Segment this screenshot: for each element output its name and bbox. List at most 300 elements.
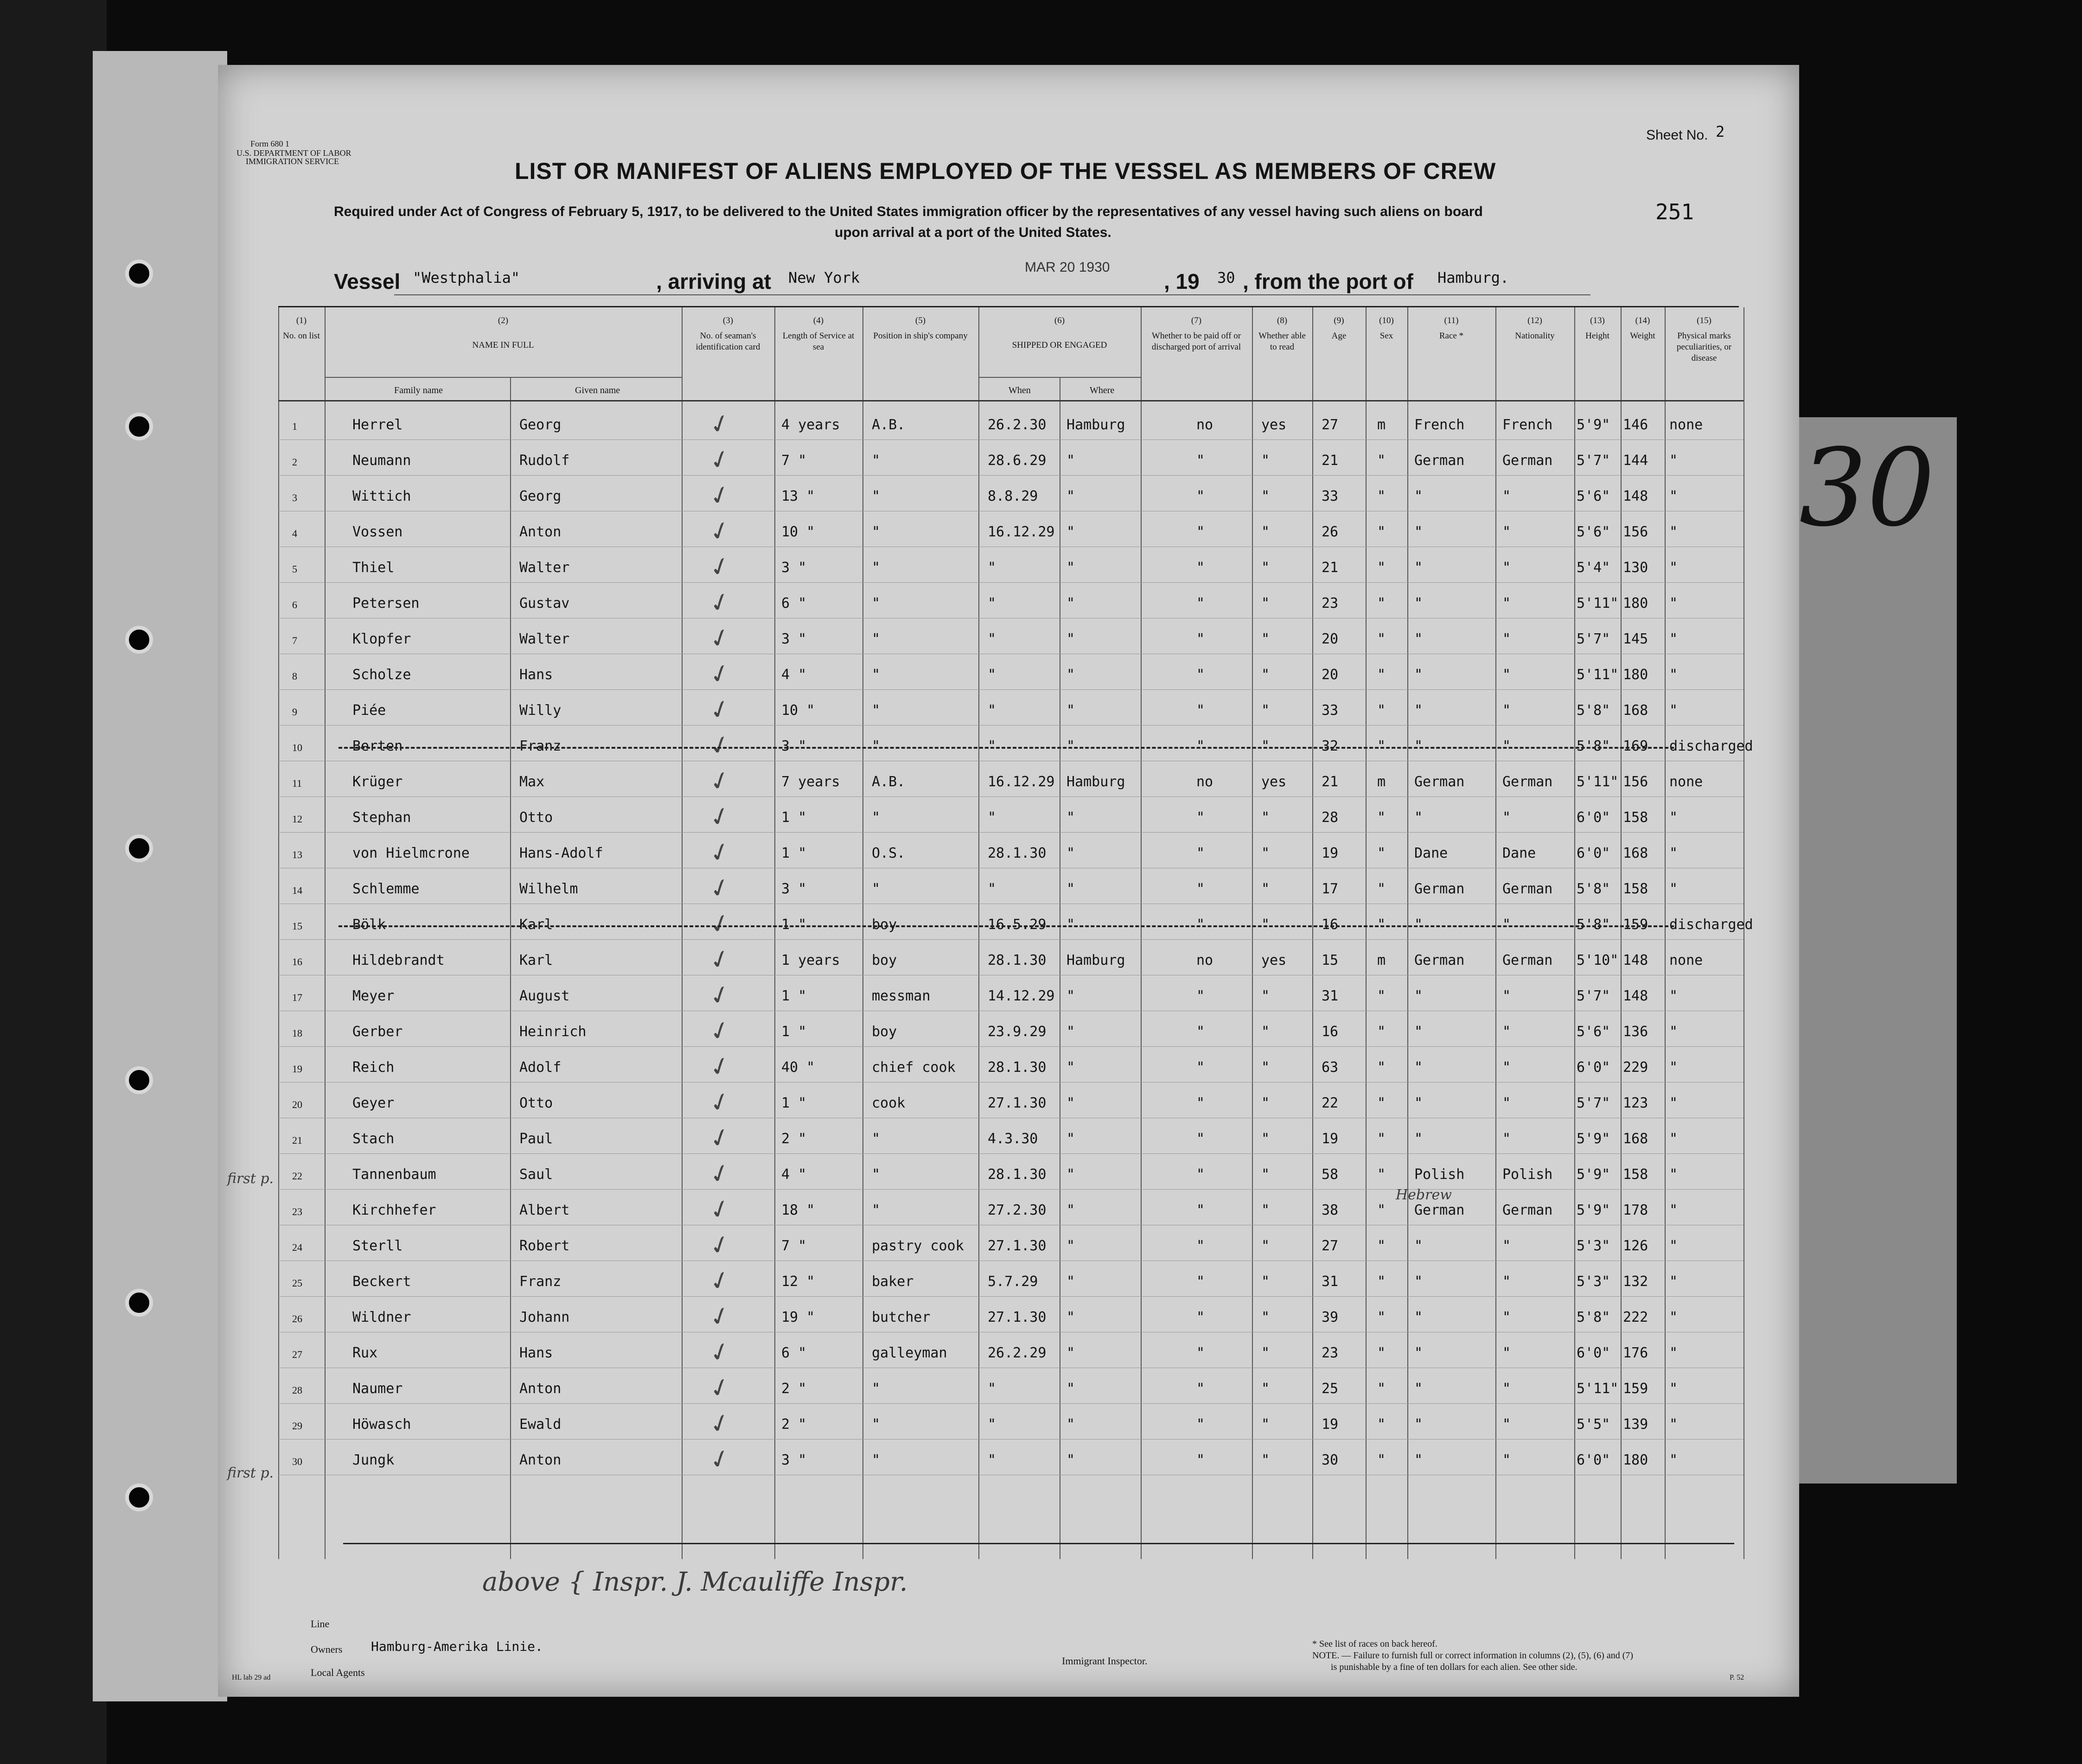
cell-given: Hans-Adolf (519, 845, 603, 861)
column-header: Race * (1439, 331, 1464, 341)
cell-family: Meyer (352, 988, 395, 1004)
check-mark: ✓ (705, 1013, 734, 1048)
cell-when: " (988, 809, 996, 826)
cell-nationality: " (1502, 1416, 1511, 1433)
cell-height: 5'7" (1577, 1095, 1610, 1111)
cell-sex: " (1377, 1416, 1386, 1433)
cell-race: " (1414, 1274, 1423, 1290)
cell-race: " (1414, 1345, 1423, 1361)
check-mark: ✓ (705, 692, 734, 727)
cell-where: " (1067, 917, 1075, 933)
cell-paid: " (1196, 631, 1205, 647)
cell-paid: " (1196, 988, 1205, 1004)
cell-where: " (1067, 809, 1075, 826)
cell-age: 27 (1322, 417, 1339, 433)
cell-height: 5'6" (1577, 1024, 1610, 1040)
column-number: (3) (722, 316, 734, 325)
cell-height: 5'8" (1577, 702, 1610, 719)
cell-family: Scholze (352, 667, 411, 683)
cell-when: " (988, 631, 996, 647)
subtitle-1: Required under Act of Congress of February 5, 1917, to be delivered to the United States immigration officer by the representatives of any vessel having such aliens on board (334, 204, 1483, 219)
cell-read: " (1261, 702, 1270, 719)
cell-position: boy (872, 917, 897, 933)
cell-weight: 145 (1623, 631, 1648, 647)
cell-race: " (1414, 809, 1423, 826)
cell-race: Polish (1414, 1166, 1465, 1183)
cell-read: " (1261, 881, 1270, 897)
cell-read: " (1261, 1274, 1270, 1290)
cell-race: Dane (1414, 845, 1448, 861)
row-number: 11 (292, 777, 302, 789)
cell-given: Walter (519, 631, 570, 647)
cell-height: 5'7" (1577, 988, 1610, 1004)
cell-position: " (872, 1131, 881, 1147)
column-number: (10) (1379, 316, 1394, 325)
cell-race: " (1414, 631, 1423, 647)
cell-service: 10 " (781, 702, 815, 719)
cell-weight: 168 (1623, 702, 1648, 719)
cell-race: " (1414, 1059, 1423, 1076)
cell-family: Reich (352, 1059, 395, 1076)
cell-sex: " (1377, 595, 1386, 611)
check-mark: ✓ (705, 1442, 734, 1477)
column-divider (1574, 307, 1575, 1559)
cell-height: 5'9" (1577, 1202, 1610, 1218)
row-rule (278, 439, 1744, 440)
column-divider (1621, 307, 1622, 1559)
cell-when: " (988, 595, 996, 611)
strike-line (338, 747, 1674, 749)
cell-paid: " (1196, 702, 1205, 719)
cell-age: 22 (1322, 1095, 1339, 1111)
cell-paid: " (1196, 524, 1205, 540)
cell-when: 16.12.29 (988, 774, 1055, 790)
cell-paid: " (1196, 1381, 1205, 1397)
cell-family: Sterll (352, 1238, 403, 1254)
check-mark: ✓ (705, 1406, 734, 1441)
cell-age: 16 (1322, 1024, 1339, 1040)
column-divider (1252, 307, 1253, 1559)
row-number: 13 (292, 849, 302, 860)
cell-paid: " (1196, 1131, 1205, 1147)
column-number: (7) (1191, 316, 1202, 325)
cell-position: " (872, 488, 881, 504)
row-number: 5 (292, 563, 297, 575)
cell-where: " (1067, 1059, 1075, 1076)
cell-race: " (1414, 1416, 1423, 1433)
cell-paid: " (1196, 1309, 1205, 1325)
cell-family: Gerber (352, 1024, 403, 1040)
cell-weight: 176 (1623, 1345, 1648, 1361)
column-number: (12) (1527, 316, 1542, 325)
cell-family: Stephan (352, 809, 411, 826)
check-mark: ✓ (705, 1085, 734, 1120)
row-number: 23 (292, 1206, 302, 1217)
check-mark: ✓ (705, 906, 734, 941)
cell-read: " (1261, 1166, 1270, 1183)
cell-weight: 178 (1623, 1202, 1648, 1218)
cell-marks: " (1669, 1059, 1678, 1076)
cell-age: 19 (1322, 1131, 1339, 1147)
column-header: No. on list (283, 331, 320, 341)
cell-when: 14.12.29 (988, 988, 1055, 1004)
backsheet-right (1790, 417, 1957, 1484)
column-divider (774, 307, 775, 1559)
cell-age: 39 (1322, 1309, 1339, 1325)
cell-sex: " (1377, 631, 1386, 647)
cell-weight: 148 (1623, 488, 1648, 504)
cell-where: " (1067, 1166, 1075, 1183)
cell-age: 19 (1322, 845, 1339, 861)
cell-where: " (1067, 631, 1075, 647)
column-number: (1) (296, 316, 307, 325)
cell-weight: 144 (1623, 452, 1648, 469)
cell-weight: 180 (1623, 1452, 1648, 1468)
check-mark: ✓ (705, 1121, 734, 1155)
subheader-family: Family name (394, 385, 443, 395)
cell-weight: 156 (1623, 774, 1648, 790)
cell-nationality: " (1502, 631, 1511, 647)
cell-service: 10 " (781, 524, 815, 540)
column-divider (1407, 307, 1408, 1559)
cell-sex: " (1377, 1095, 1386, 1111)
cell-where: " (1067, 1202, 1075, 1218)
cell-weight: 168 (1623, 1131, 1648, 1147)
cell-marks: none (1669, 952, 1703, 968)
cell-sex: " (1377, 1309, 1386, 1325)
printer-mark: HL lab 29 ad (232, 1674, 271, 1681)
row-number: 1 (292, 420, 297, 432)
check-mark: ✓ (705, 585, 734, 620)
row-rule (278, 582, 1744, 583)
service: IMMIGRATION SERVICE (246, 157, 339, 166)
cell-marks: " (1669, 1131, 1678, 1147)
cell-read: " (1261, 1381, 1270, 1397)
cell-race: French (1414, 417, 1465, 433)
cell-service: 12 " (781, 1274, 815, 1290)
cell-service: 6 " (781, 595, 807, 611)
cell-given: Franz (519, 738, 562, 754)
column-header: Length of Service at sea (782, 331, 855, 352)
cell-nationality: " (1502, 1381, 1511, 1397)
cell-weight: 180 (1623, 667, 1648, 683)
check-mark: ✓ (705, 1299, 734, 1334)
cell-where: " (1067, 452, 1075, 469)
cell-race: " (1414, 488, 1423, 504)
from-port: Hamburg. (1437, 269, 1509, 287)
column-header: NAME IN FULL (472, 340, 534, 350)
cell-service: 4 " (781, 1166, 807, 1183)
cell-race: German (1414, 452, 1465, 469)
cell-service: 7 " (781, 1238, 807, 1254)
cell-race: " (1414, 738, 1423, 754)
check-mark: ✓ (705, 549, 734, 584)
row-rule (278, 1403, 1744, 1404)
cell-sex: " (1377, 1059, 1386, 1076)
vessel-label: Vessel (334, 269, 401, 293)
cell-paid: no (1196, 952, 1213, 968)
year-value: 30 (1217, 269, 1235, 287)
cell-paid: " (1196, 1166, 1205, 1183)
cell-read: " (1261, 1131, 1270, 1147)
cell-service: 13 " (781, 488, 815, 504)
cell-given: Gustav (519, 595, 570, 611)
backsheet-fragment: 30 (1799, 427, 1935, 550)
cell-height: 5'8" (1577, 917, 1610, 933)
cell-marks: " (1669, 631, 1678, 647)
cell-where: " (1067, 488, 1075, 504)
cell-height: 5'6" (1577, 524, 1610, 540)
row-number: 30 (292, 1456, 302, 1467)
sheet-value: 2 (1716, 123, 1725, 140)
cell-read: yes (1261, 952, 1287, 968)
row-rule (278, 1046, 1744, 1047)
punch-hole (125, 1484, 153, 1511)
cell-where: " (1067, 1238, 1075, 1254)
row-number: 16 (292, 956, 302, 968)
agents-label: Local Agents (311, 1667, 365, 1678)
cell-family: Naumer (352, 1381, 403, 1397)
cell-sex: " (1377, 667, 1386, 683)
column-header: Age (1331, 331, 1347, 341)
cell-race: " (1414, 988, 1423, 1004)
cell-weight: 123 (1623, 1095, 1648, 1111)
row-number: 6 (292, 599, 297, 611)
cell-height: 6'0" (1577, 809, 1610, 826)
row-number: 7 (292, 635, 297, 646)
cell-age: 58 (1322, 1166, 1339, 1183)
row-number: 9 (292, 706, 297, 718)
cell-sex: " (1377, 1238, 1386, 1254)
binder-edge (0, 0, 107, 1764)
cell-height: 5'7" (1577, 631, 1610, 647)
cell-paid: no (1196, 774, 1213, 790)
cell-marks: " (1669, 845, 1678, 861)
cell-position: cook (872, 1095, 906, 1111)
cell-when: 27.2.30 (988, 1202, 1047, 1218)
cell-read: " (1261, 845, 1270, 861)
cell-when: 23.9.29 (988, 1024, 1047, 1040)
cell-nationality: " (1502, 1345, 1511, 1361)
check-mark: ✓ (705, 871, 734, 905)
cell-where: " (1067, 1416, 1075, 1433)
cell-when: 28.6.29 (988, 452, 1047, 469)
cell-where: " (1067, 1309, 1075, 1325)
cell-position: pastry cook (872, 1238, 964, 1254)
cell-read: " (1261, 595, 1270, 611)
cell-sex: " (1377, 809, 1386, 826)
cell-position: " (872, 738, 881, 754)
cell-weight: 168 (1623, 845, 1648, 861)
cell-where: Hamburg (1067, 952, 1125, 968)
check-mark: ✓ (705, 407, 734, 441)
cell-read: " (1261, 1202, 1270, 1218)
cell-given: Ewald (519, 1416, 562, 1433)
row-number: 18 (292, 1027, 302, 1039)
cell-when: 28.1.30 (988, 952, 1047, 968)
cell-nationality: " (1502, 1274, 1511, 1290)
cell-age: 26 (1322, 524, 1339, 540)
cell-nationality: " (1502, 917, 1511, 933)
cell-given: Robert (519, 1238, 570, 1254)
cell-given: Wilhelm (519, 881, 578, 897)
cell-height: 5'11" (1577, 595, 1619, 611)
cell-nationality: " (1502, 738, 1511, 754)
strike-line (338, 925, 1674, 927)
cell-position: " (872, 524, 881, 540)
cell-age: 27 (1322, 1238, 1339, 1254)
check-mark: ✓ (705, 1156, 734, 1191)
cell-paid: " (1196, 881, 1205, 897)
cell-height: 6'0" (1577, 845, 1610, 861)
cell-marks: " (1669, 1416, 1678, 1433)
column-number: (14) (1635, 316, 1650, 325)
crew-table (278, 306, 1753, 1568)
cell-marks: " (1669, 1095, 1678, 1111)
manifest-page (218, 65, 1799, 1697)
cell-marks: " (1669, 702, 1678, 719)
cell-age: 63 (1322, 1059, 1339, 1076)
check-mark: ✓ (705, 728, 734, 763)
cell-height: 5'5" (1577, 1416, 1610, 1433)
cell-sex: m (1377, 417, 1386, 433)
cell-given: Otto (519, 1095, 553, 1111)
row-number: 24 (292, 1242, 302, 1253)
owners-value: Hamburg-Amerika Linie. (371, 1639, 543, 1654)
cell-age: 25 (1322, 1381, 1339, 1397)
cell-family: Petersen (352, 595, 420, 611)
check-mark: ✓ (705, 442, 734, 477)
cell-given: Willy (519, 702, 562, 719)
column-header: Weight (1630, 331, 1655, 341)
cell-position: " (872, 881, 881, 897)
cell-sex: " (1377, 524, 1386, 540)
cell-age: 31 (1322, 1274, 1339, 1290)
cell-read: " (1261, 560, 1270, 576)
cell-family: Berten (352, 738, 403, 754)
cell-where: " (1067, 1381, 1075, 1397)
cell-family: Vossen (352, 524, 403, 540)
column-number: (2) (498, 316, 509, 325)
margin-note-first-p-29: first p. (227, 1465, 274, 1481)
cell-race: " (1414, 1131, 1423, 1147)
cell-height: 5'9" (1577, 1166, 1610, 1183)
cell-height: 6'0" (1577, 1059, 1610, 1076)
row-number: 19 (292, 1063, 302, 1075)
cell-marks: " (1669, 1166, 1678, 1183)
cell-nationality: " (1502, 560, 1511, 576)
cell-service: 18 " (781, 1202, 815, 1218)
cell-where: Hamburg (1067, 774, 1125, 790)
arriving-label: , arriving at (656, 269, 771, 293)
cell-read: " (1261, 1095, 1270, 1111)
check-mark: ✓ (705, 1263, 734, 1298)
row-number: 10 (292, 742, 302, 753)
cell-weight: 158 (1623, 809, 1648, 826)
cell-age: 33 (1322, 488, 1339, 504)
column-number: (4) (813, 316, 824, 325)
check-mark: ✓ (705, 1335, 734, 1369)
department: U.S. DEPARTMENT OF LABOR (236, 148, 351, 158)
cell-service: 4 " (781, 667, 807, 683)
inspector-signature: above { Inspr. J. Mcauliffe Inspr. (482, 1567, 908, 1597)
check-mark: ✓ (705, 978, 734, 1013)
subheader-given: Given name (575, 385, 620, 395)
column-divider (510, 377, 511, 1559)
check-mark: ✓ (705, 764, 734, 798)
cell-nationality: " (1502, 1131, 1511, 1147)
row-rule (278, 475, 1744, 476)
cell-nationality: French (1502, 417, 1553, 433)
cell-position: " (872, 631, 881, 647)
cell-nationality: German (1502, 1202, 1553, 1218)
cell-read: " (1261, 988, 1270, 1004)
cell-given: Hans (519, 667, 553, 683)
cell-nationality: " (1502, 1024, 1511, 1040)
cell-read: " (1261, 1238, 1270, 1254)
cell-race: " (1414, 702, 1423, 719)
cell-sex: " (1377, 1274, 1386, 1290)
cell-race: " (1414, 1452, 1423, 1468)
cell-where: " (1067, 1095, 1075, 1111)
cell-height: 5'3" (1577, 1274, 1610, 1290)
cell-sex: " (1377, 1381, 1386, 1397)
cell-age: 21 (1322, 560, 1339, 576)
cell-when: 27.1.30 (988, 1309, 1047, 1325)
cell-read: " (1261, 631, 1270, 647)
cell-position: " (872, 1202, 881, 1218)
cell-read: " (1261, 738, 1270, 754)
cell-when: 26.2.29 (988, 1345, 1047, 1361)
cell-age: 38 (1322, 1202, 1339, 1218)
cell-family: Schlemme (352, 881, 420, 897)
cell-height: 5'8" (1577, 881, 1610, 897)
cell-family: Höwasch (352, 1416, 411, 1433)
cell-marks: " (1669, 452, 1678, 469)
cell-age: 23 (1322, 1345, 1339, 1361)
cell-where: " (1067, 1345, 1075, 1361)
cell-marks: " (1669, 988, 1678, 1004)
cell-marks: " (1669, 1238, 1678, 1254)
cell-race: " (1414, 1309, 1423, 1325)
cell-marks: " (1669, 1274, 1678, 1290)
cell-sex: " (1377, 1131, 1386, 1147)
column-divider (1312, 307, 1313, 1559)
cell-when: 16.12.29 (988, 524, 1055, 540)
arriving-port: New York (788, 269, 860, 287)
row-number: 29 (292, 1420, 302, 1432)
cell-given: Paul (519, 1131, 553, 1147)
cell-weight: 130 (1623, 560, 1648, 576)
cell-height: 5'3" (1577, 1238, 1610, 1254)
punch-hole (125, 834, 153, 862)
cell-nationality: " (1502, 1095, 1511, 1111)
row-number: 15 (292, 920, 302, 932)
cell-position: " (872, 560, 881, 576)
cell-where: " (1067, 988, 1075, 1004)
column-header: Nationality (1515, 331, 1555, 341)
column-divider (1495, 307, 1496, 1559)
cell-marks: " (1669, 488, 1678, 504)
cell-given: Heinrich (519, 1024, 587, 1040)
cell-height: 5'11" (1577, 667, 1619, 683)
cell-where: " (1067, 524, 1075, 540)
cell-when: 5.7.29 (988, 1274, 1038, 1290)
cell-weight: 148 (1623, 988, 1648, 1004)
cell-given: Franz (519, 1274, 562, 1290)
column-header: Sex (1379, 331, 1393, 341)
cell-paid: " (1196, 1345, 1205, 1361)
